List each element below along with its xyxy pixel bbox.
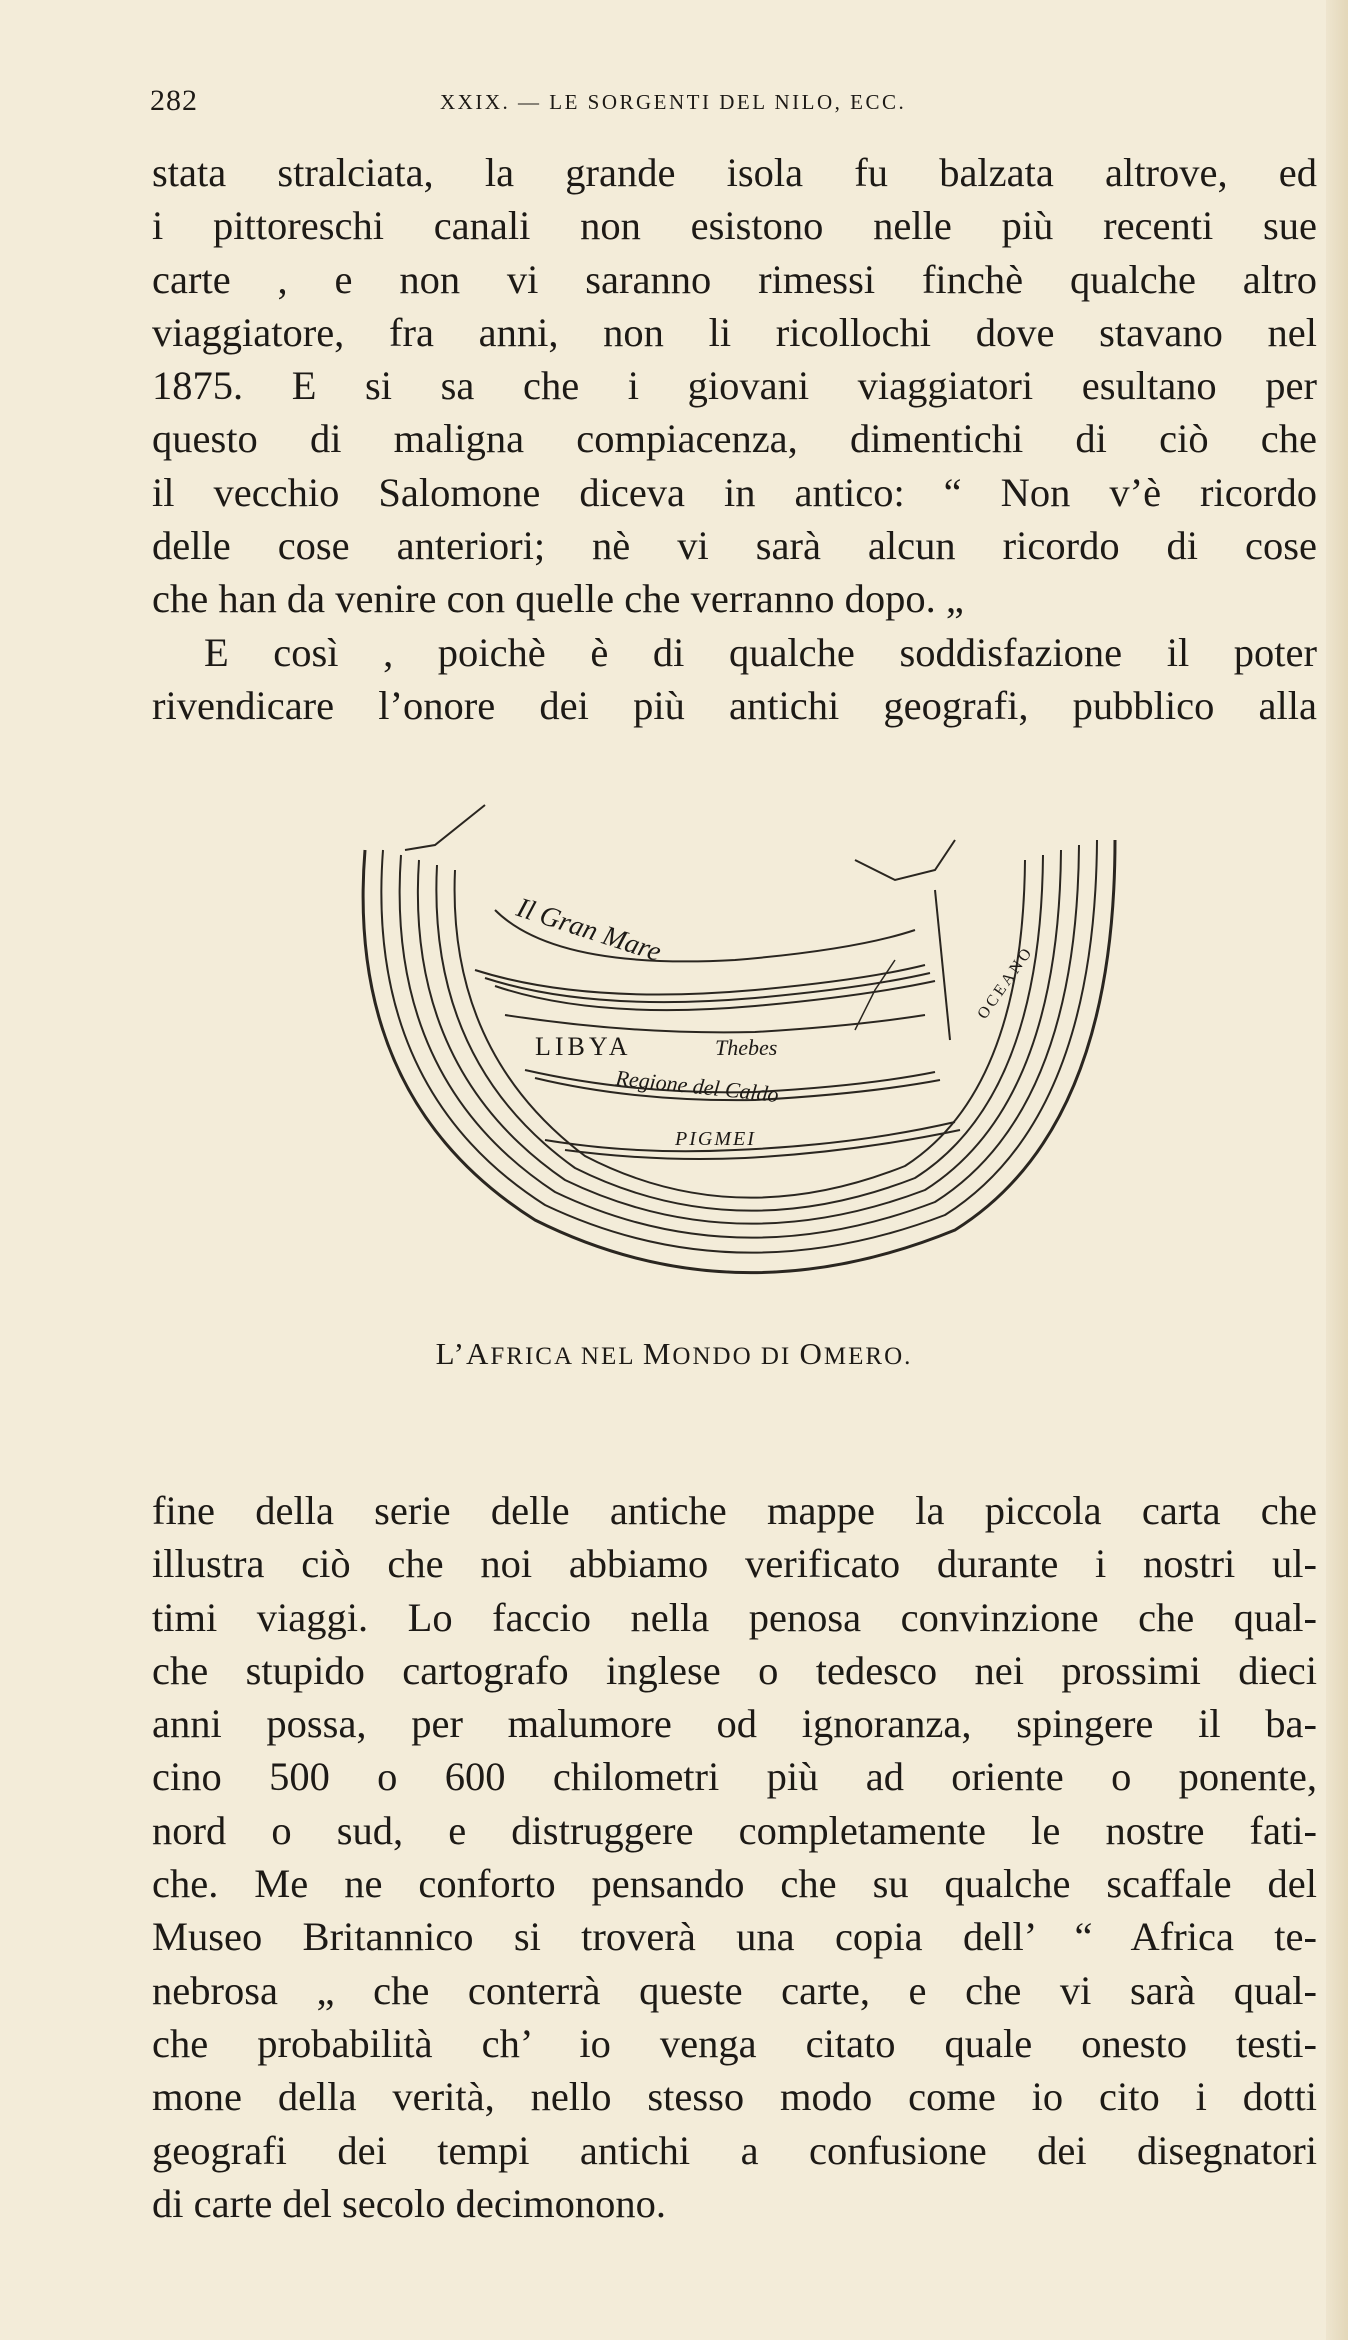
text-line: illustra ciò che noi abbiamo verificato durante i nostri ul- (152, 1541, 1317, 1587)
text-line: rivendicare l’onore dei più antichi geografi, pubblico alla (152, 682, 1317, 728)
figure-caption (0, 1336, 1348, 1372)
text-line: timi viaggi. Lo faccio nella penosa convinzione che qual- (152, 1594, 1317, 1640)
text-line: anni possa, per malumore od ignoranza, spingere il ba- (152, 1701, 1317, 1747)
map-label-great-sea: Il Gran Mare (512, 892, 665, 968)
caption-part: O (799, 1336, 824, 1371)
text-line: mone della verità, nello stesso modo come io cito i dotti (152, 2074, 1317, 2120)
map-label-libya: LIBYA (535, 1032, 632, 1061)
page-edge (1326, 0, 1348, 2340)
paragraph-bottom (152, 1484, 1317, 2230)
text-line: Museo Britannico si troverà una copia dell’ “ Africa te- (152, 1914, 1317, 1960)
map-label-ocean: OCEANO (974, 943, 1037, 1023)
text-line: geografi dei tempi antichi a confusione dei disegnatori (152, 2127, 1317, 2173)
map-label-hot-region: Regione del Caldo (614, 1065, 780, 1108)
text-line: fine della serie delle antiche mappe la piccola carta che (152, 1488, 1317, 1533)
map-label-thebes: Thebes (715, 1035, 778, 1060)
paragraph-top (152, 146, 1317, 732)
text-line: stata stralciata, la grande isola fu balzata altrove, ed (152, 150, 1317, 195)
text-line: E così , poichè è di qualche soddisfazione il poter (204, 629, 1317, 675)
text-line: che han da venire con quelle che verranno dopo. „ (152, 576, 964, 622)
map-figure (335, 800, 1135, 1300)
text-line: che stupido cartografo inglese o tedesco nei prossimi dieci (152, 1647, 1317, 1693)
text-line: viaggiatore, fra anni, non li ricollochi dove stavano nel (152, 309, 1317, 355)
caption-part: M (642, 1336, 673, 1371)
page-number: 282 (150, 84, 198, 117)
text-line: nord o sud, e distruggere completamente le nostre fati- (152, 1807, 1317, 1853)
page-header (150, 84, 1018, 124)
text-line: il vecchio Salomone diceva in antico: “ Non v’è ricordo (152, 469, 1317, 515)
caption-part: FRICA NEL (490, 1343, 643, 1370)
text-line: carte , e non vi saranno rimessi finchè qualche altro (152, 256, 1317, 302)
map-label-pygmies: PIGMEI (675, 1128, 756, 1150)
text-line: cino 500 o 600 chilometri più ad oriente o ponente, (152, 1754, 1317, 1800)
text-line: delle cose anteriori; nè vi sarà alcun ricordo di cose (152, 523, 1317, 569)
text-line: che. Me ne conforto pensando che su qualche scaffale del (152, 1861, 1317, 1907)
text-line: che probabilità ch’ io venga citato quale onesto testi- (152, 2020, 1317, 2066)
running-head: XXIX. — LE SORGENTI DEL NILO, ECC. (440, 90, 907, 114)
caption-part: ONDO DI (672, 1343, 800, 1370)
text-line: i pittoreschi canali non esistono nelle più recenti sue (152, 203, 1317, 249)
text-line: 1875. E si sa che i giovani viaggiatori esultano per (152, 363, 1317, 409)
caption-part: L’A (435, 1336, 491, 1371)
homeric-world-map (335, 800, 1135, 1300)
text-line: di carte del secolo decimonono. (152, 2180, 666, 2226)
text-line: questo di maligna compiacenza, dimentichi di ciò che (152, 416, 1317, 462)
caption-part: MERO. (823, 1343, 913, 1370)
text-line: nebrosa „ che conterrà queste carte, e che vi sarà qual- (152, 1967, 1317, 2013)
